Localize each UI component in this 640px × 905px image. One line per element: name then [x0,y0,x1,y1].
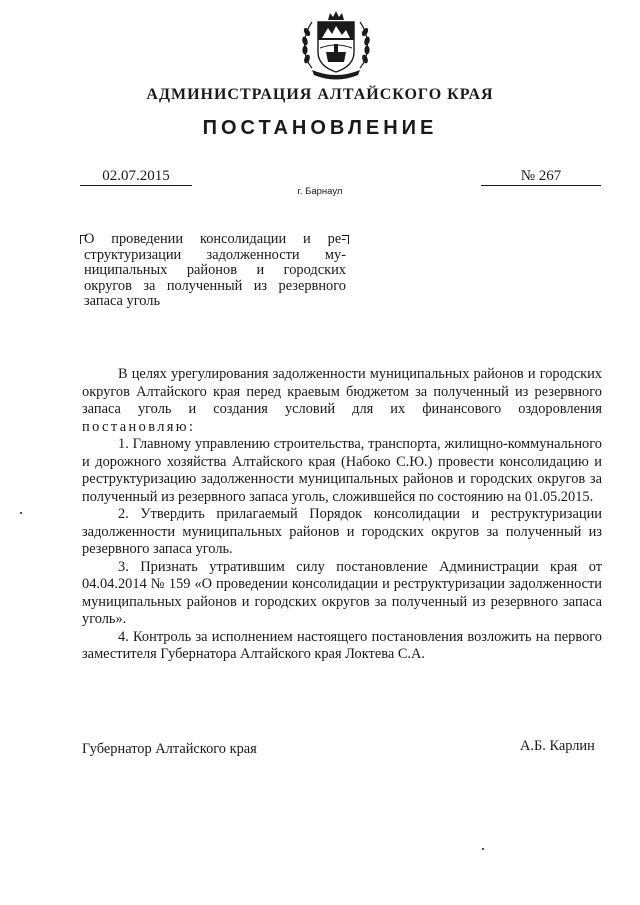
document-body [82,366,602,664]
document-date: 02.07.2015 [80,167,192,186]
list-item: 2. Утвердить прилагаемый Порядок консолидации и реструктуризации задолженности муниципальных районов и городских округов за полученный из резервного запаса уголь. [82,506,602,557]
list-item: 4. Контроль за исполнением настоящего постановления возложить на первого заместителя Губернатора Алтайского края Локтева С.А. [82,628,602,662]
intro-text: В целях урегулирования задолженности муниципальных районов и городских округов Алтайского края перед краевым бюджетом за полученный из резервного запаса уголь и создания условий для их финансового оздоровления [82,366,602,417]
scan-speck [20,512,22,514]
list-item: 1. Главному управлению строительства, транспорта, жилищно-коммунального и дорожного хозяйства Алтайского края (Набоко С.Ю.) провести консолидацию и реструктуризацию задолженности муниципальных районов и городских округов за полученный из резервного запаса уголь, сложившейся по состоянию на 01.05.2015. [82,436,602,505]
organization-name: АДМИНИСТРАЦИЯ АЛТАЙСКОГО КРАЯ [146,86,494,103]
signatory-title: Губернатор Алтайского края [82,741,257,757]
document-type: ПОСТАНОВЛЕНИЕ [202,117,438,139]
coat-of-arms-emblem [298,8,374,84]
decree-word: постановляю [82,418,189,435]
signatory-name: А.Б. Карлин [520,738,595,754]
list-item: 3. Признать утратившим силу постановление Администрации края от 04.04.2014 № 159 «О проведении консолидации и реструктуризации задолженности муниципальных районов и городских округов за полученный из резервного запаса уголь». [82,558,602,627]
document-number: № 267 [481,167,601,186]
scan-speck [482,848,484,850]
city-label: г. Барнаул [297,186,343,197]
intro-paragraph: В целях урегулирования задолженности муниципальных районов и городских округов Алтайского края перед краевым бюджетом за полученный из резервного запаса уголь и создания условий для их финансового оздоровления постановляю: [82,366,602,435]
document-subject: О проведении консолидации и ре-структуризации задолженности му-ниципальных районов и городских округов за полученный из резервного запаса уголь [84,231,346,309]
